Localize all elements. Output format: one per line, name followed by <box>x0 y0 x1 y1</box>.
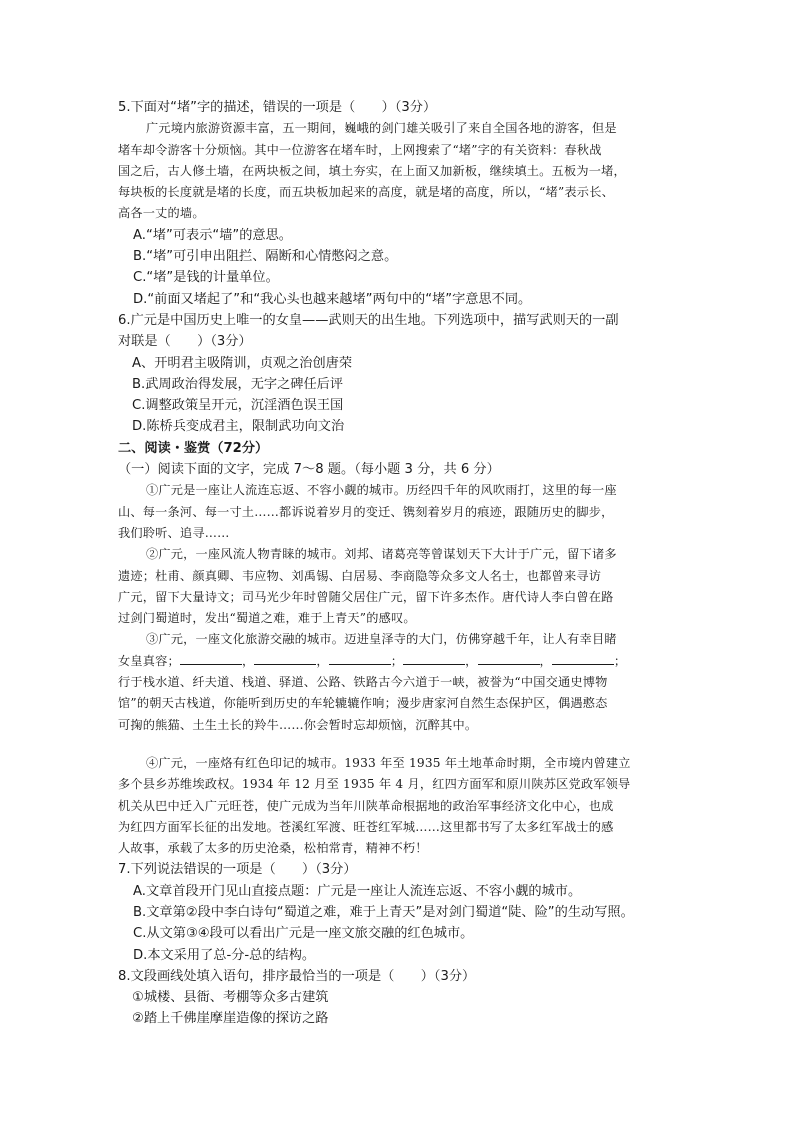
q6-option-c: C.调整政策呈开元，沉淫酒色误王国 <box>132 398 344 414</box>
article-p3-prefix: 女皇真容； <box>118 653 180 668</box>
q8-item-2: ②踏上千佛崖摩崖造像的探访之路 <box>132 1011 329 1027</box>
q7-option-a: A.文章首段开门见山直接点题：广元是一座让人流连忘返、不容小觑的城市。 <box>133 883 582 899</box>
article-p2-line: 广元，留下大量诗文；司马光少年时曾随父居住广元，留下许多杰作。唐代诗人李白曾在路 <box>118 589 614 604</box>
blank-separator: ， <box>539 653 552 668</box>
blank-separator: ； <box>390 653 404 668</box>
q5-option-b: B.“堵”可引申出阻拦、隔断和心情憋闷之意。 <box>133 249 398 265</box>
fill-blank[interactable] <box>254 652 316 665</box>
article-p2-line: 遗迹；杜甫、颜真卿、韦应物、刘禹锡、白居易、李商隐等众多文人名士，也都曾来寻访 <box>118 568 602 583</box>
article-p4-line: ④广元，一座烙有红色印记的城市。1933 年至 1935 年土地革命时期，全市境内曾建立 <box>146 755 631 770</box>
article-p3-line: 行于栈水道、纤夫道、栈道、驿道、公路、铁路古今六道于一峡，被誉为“中国交通史博物 <box>118 675 608 690</box>
q6-stem-line1: 6.广元是中国历史上唯一的女皇——武则天的出生地。下列选项中，描写武则天的一副 <box>118 312 619 328</box>
section-sub-heading: （一）阅读下面的文字，完成 7～8 题。（每小题 3 分，共 6 分） <box>118 462 500 478</box>
article-p4-line: 为红四方面军长征的出发地。苍溪红军渡、旺苍红军城……这里都书写了太多红军战士的感 <box>118 819 614 834</box>
blank-separator: ； <box>613 653 627 668</box>
q6-option-a: A、开明君主吸隋训，贞观之治创唐荣 <box>132 355 353 371</box>
q5-passage-line: 国之后，古人修土墙，在两块板之间，填土夯实，在上面又加新板，继续填土。五板为一堵， <box>118 163 626 178</box>
article-p1-line: ①广元是一座让人流连忘返、不容小觑的城市。历经四千年的风吹雨打，这里的每一座 <box>146 483 617 498</box>
fill-blank[interactable] <box>329 652 391 665</box>
fill-blank[interactable] <box>403 652 465 665</box>
blank-separator: ， <box>316 653 329 668</box>
article-p1-line: 我们聆听、追寻…… <box>118 525 230 540</box>
q8-item-1: ①城楼、县衙、考棚等众多古建筑 <box>132 990 329 1006</box>
article-p4-line: 机关从巴中迁入广元旺苍，使广元成为当年川陕革命根据地的政治军事经济文化中心，也成 <box>118 798 614 813</box>
q7-option-b: B.文章第②段中李白诗句“蜀道之难，难于上青天”是对剑门蜀道“陡、险”的生动写照。 <box>133 904 634 920</box>
blank-separator: ， <box>241 653 255 668</box>
article-p1-line: 山、每一条河、每一寸土……都诉说着岁月的变迁、镌刻着岁月的痕迹，跟随历史的脚步， <box>118 504 614 519</box>
q8-stem: 8.文段画线处填入语句，排序最恰当的一项是（ ）（3分） <box>118 968 476 984</box>
article-p2-line: 过剑门蜀道时，发出“蜀道之难，难于上青天”的感叹。 <box>118 611 416 626</box>
article-p3-line: 可掬的熊猫、土生土长的羚牛……你会暂时忘却烦恼，沉醉其中。 <box>118 717 478 732</box>
fill-blank[interactable] <box>552 652 614 665</box>
q5-option-d: D.“前面又堵起了”和“我心头也越来越堵”两句中的“堵”字意思不同。 <box>133 291 532 307</box>
q5-passage-line: 广元境内旅游资源丰富，五一期间，巍峨的剑门雄关吸引了来自全国各地的游客，但是 <box>146 121 617 136</box>
article-p4-line: 人故事，承载了太多的历史沧桑，松柏常青，精神不朽！ <box>118 841 428 856</box>
article-p3-line: ③广元，一座文化旅游交融的城市。迈进皇泽寺的大门，仿佛穿越千年，让人有幸目睹 <box>146 632 617 647</box>
blank-separator: ， <box>465 653 478 668</box>
article-p3-line: 馆”的朝天古栈道，你能听到历史的车轮辘辘作响；漫步唐家河自然生态保护区，偶遇憨态 <box>118 696 608 711</box>
article-p2-line: ②广元，一座风流人物青睐的城市。刘邦、诸葛亮等曾谋划天下大计于广元，留下诸多 <box>146 547 617 562</box>
article-p4-line: 多个县乡苏维埃政权。1934 年 12 月至 1935 年 4 月，红四方面军和原川陕苏区党政军领导 <box>118 777 631 792</box>
q5-option-a: A.“堵”可表示“墙”的意思。 <box>133 227 292 243</box>
fill-blank[interactable] <box>478 652 540 665</box>
q5-passage-line: 每块板的长度就是堵的长度，而五块板加起来的高度，就是堵的高度，所以，“堵”表示长、 <box>118 185 614 200</box>
article-p3-blanks-line <box>118 651 684 672</box>
q7-option-c: C.从文第③④段可以看出广元是一座文旅交融的红色城市。 <box>133 926 474 942</box>
q5-passage-line: 高各一丈的墙。 <box>118 206 205 221</box>
paragraph-gap <box>118 736 684 753</box>
q6-option-d: D.陈桥兵变成君主，限制武功向文治 <box>132 419 345 435</box>
fill-blank[interactable] <box>180 652 242 665</box>
exam-content <box>118 97 684 1030</box>
q5-passage-line: 堵车却令游客十分烦恼。其中一位游客在堵车时，上网搜索了“堵”字的有关资料：春秋战 <box>118 142 602 157</box>
q6-option-b: B.武周政治得发展，无字之碑任后评 <box>132 376 344 392</box>
q5-stem: 5.下面对“堵”字的描述，错误的一项是（ ）（3分） <box>118 100 437 115</box>
section-heading: 二、阅读・鉴赏（72分） <box>118 440 269 456</box>
q6-stem-line2: 对联是（ ）（3分） <box>118 334 252 350</box>
q5-option-c: C.“堵”是钱的计量单位。 <box>133 270 279 286</box>
q7-option-d: D.本文采用了总-分-总的结构。 <box>133 947 316 963</box>
q7-stem: 7.下列说法错误的一项是（ ）（3分） <box>118 862 357 878</box>
